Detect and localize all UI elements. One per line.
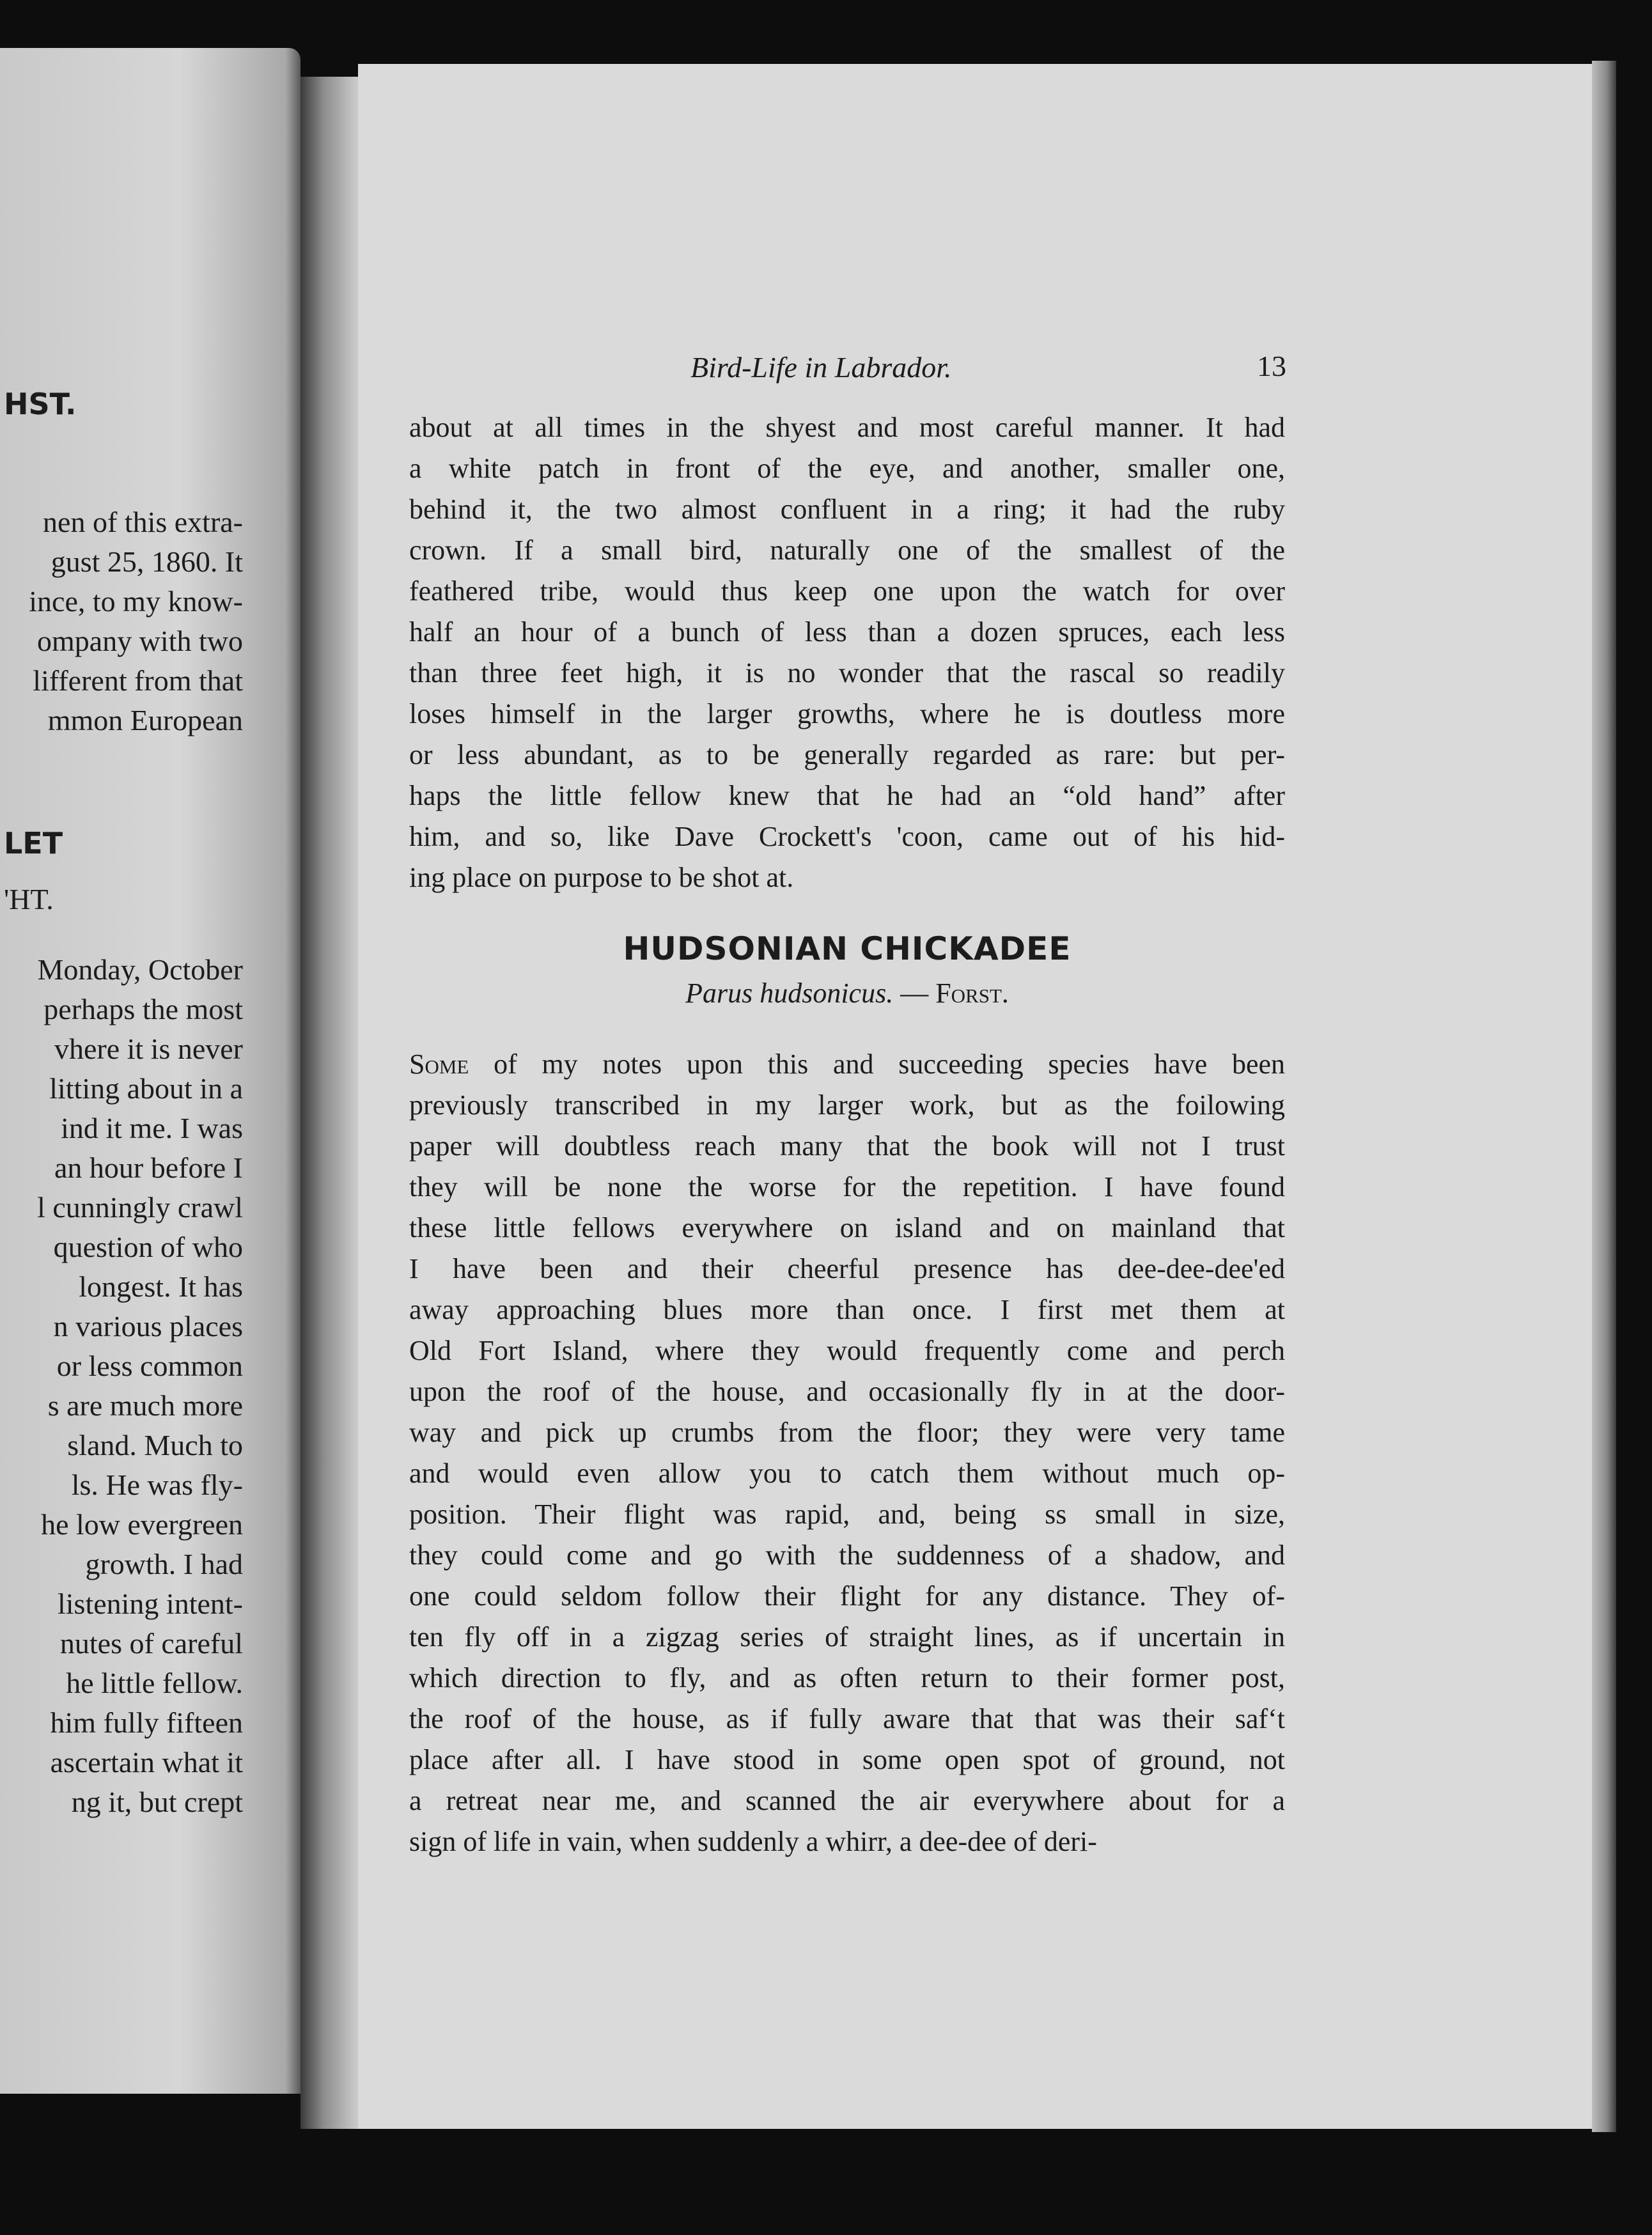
facing-page-line: an hour before I: [54, 1151, 243, 1184]
text-line: the roof of the house, as if fully aware that that was their safʻt: [409, 1703, 1285, 1734]
facing-page-line: longest. It has: [79, 1270, 243, 1303]
facing-page-line: ind it me. I was: [61, 1112, 243, 1144]
text-line: Some of my notes upon this and succeeding species have been: [409, 1048, 1285, 1080]
text-line: him, and so, like Dave Crockett's 'coon, came out of his hid-: [409, 821, 1285, 852]
facing-page-line: ince, to my know-: [29, 585, 243, 618]
text-line: they could come and go with the suddenness of a shadow, and: [409, 1539, 1285, 1571]
text-line: previously transcribed in my larger work, but as the foilowing: [409, 1089, 1285, 1121]
facing-page-line: growth. I had: [85, 1548, 243, 1580]
facing-page: [0, 48, 300, 2094]
facing-page-line: listening intent-: [57, 1587, 243, 1620]
text-line: these little fellows everywhere on island and on mainland that: [409, 1212, 1285, 1243]
text-line: one could seldom follow their flight for any distance. They of-: [409, 1580, 1285, 1612]
facing-page-line: s are much more: [47, 1389, 243, 1422]
text-line: I have been and their cheerful presence has dee-dee-dee'ed: [409, 1253, 1285, 1284]
text-line: a white patch in front of the eye, and another, smaller one,: [409, 453, 1285, 484]
text-line: which direction to fly, and as often return to their former post,: [409, 1662, 1285, 1694]
text-line: away approaching blues more than once. I first met them at: [409, 1294, 1285, 1325]
facing-page-line: n various places: [53, 1310, 243, 1343]
text-line: place after all. I have stood in some open spot of ground, not: [409, 1744, 1285, 1775]
text-line: Old Fort Island, where they would frequently come and perch: [409, 1335, 1285, 1366]
text-line: crown. If a small bird, naturally one of the smallest of the: [409, 534, 1285, 566]
facing-page-line: HST.: [4, 387, 77, 421]
facing-page-line: he little fellow.: [66, 1667, 243, 1699]
facing-page-line: or less common: [56, 1350, 243, 1382]
section-heading: HUDSONIAN CHICKADEE: [623, 930, 1071, 967]
facing-page-line: sland. Much to: [67, 1429, 243, 1461]
facing-page-line: nen of this extra-: [43, 506, 243, 538]
facing-page-line: gust 25, 1860. It: [51, 545, 243, 578]
paragraph-continued: [409, 407, 1285, 898]
facing-page-line: lifferent from that: [33, 664, 243, 697]
text-line: a retreat near me, and scanned the air everywhere about for a: [409, 1785, 1285, 1816]
text-line: about at all times in the shyest and most careful manner. It had: [409, 412, 1285, 443]
facing-page-line: LET: [4, 826, 63, 861]
facing-page-line: Monday, October: [37, 953, 243, 986]
facing-page-line: ls. He was fly-: [71, 1468, 243, 1501]
page-number: 13: [1257, 350, 1286, 382]
paragraph-chickadee: [409, 1044, 1285, 1862]
text-line: feathered tribe, would thus keep one upon the watch for over: [409, 575, 1285, 607]
running-head: Bird-Life in Labrador.: [690, 351, 952, 384]
text-line: than three feet high, it is no wonder that the rascal so readily: [409, 657, 1285, 689]
facing-page-line: 'HT.: [4, 883, 54, 915]
text-line: sign of life in vain, when suddenly a whirr, a dee-dee of deri-: [409, 1826, 1097, 1857]
text-line: haps the little fellow knew that he had an “old hand” after: [409, 780, 1285, 811]
facing-page-line: vhere it is never: [54, 1032, 243, 1065]
text-line: ing place on purpose to be shot at.: [409, 862, 794, 893]
facing-page-line: ng it, but crept: [71, 1786, 243, 1818]
text-line: loses himself in the larger growths, where he is doutless more: [409, 698, 1285, 729]
species-subheading: [409, 977, 1285, 1009]
author-citation: — Forst.: [900, 977, 1009, 1009]
text-line: ten fly off in a zigzag series of straight lines, as if uncertain in: [409, 1621, 1285, 1653]
text-line: upon the roof of the house, and occasionally fly in at the door-: [409, 1376, 1285, 1407]
text-line: way and pick up crumbs from the floor; they were very tame: [409, 1417, 1285, 1448]
text-line: position. Their flight was rapid, and, being ss small in size,: [409, 1499, 1285, 1530]
text-line: they will be none the worse for the repetition. I have found: [409, 1171, 1285, 1203]
facing-page-line: mmon European: [47, 704, 243, 736]
text-line: half an hour of a bunch of less than a dozen spruces, each less: [409, 616, 1285, 648]
facing-page-line: litting about in a: [49, 1072, 243, 1105]
text-line: and would even allow you to catch them without much op-: [409, 1458, 1285, 1489]
facing-page-line: ascertain what it: [50, 1746, 243, 1779]
page-edge: [1592, 61, 1616, 2132]
text-line: or less abundant, as to be generally regarded as rare: but per-: [409, 739, 1285, 770]
facing-page-line: him fully fifteen: [50, 1706, 243, 1739]
facing-page-line: l cunningly crawl: [37, 1191, 243, 1224]
text-line: behind it, the two almost confluent in a ring; it had the ruby: [409, 494, 1285, 525]
facing-page-line: nutes of careful: [59, 1627, 243, 1660]
facing-page-line: ompany with two: [37, 625, 243, 657]
facing-page-line: he low evergreen: [41, 1508, 243, 1541]
facing-page-line: perhaps the most: [43, 993, 243, 1025]
text-line: paper will doubtless reach many that the book will not I trust: [409, 1130, 1285, 1162]
latin-name: Parus hudsonicus.: [685, 977, 894, 1009]
facing-page-line: question of who: [53, 1231, 243, 1263]
